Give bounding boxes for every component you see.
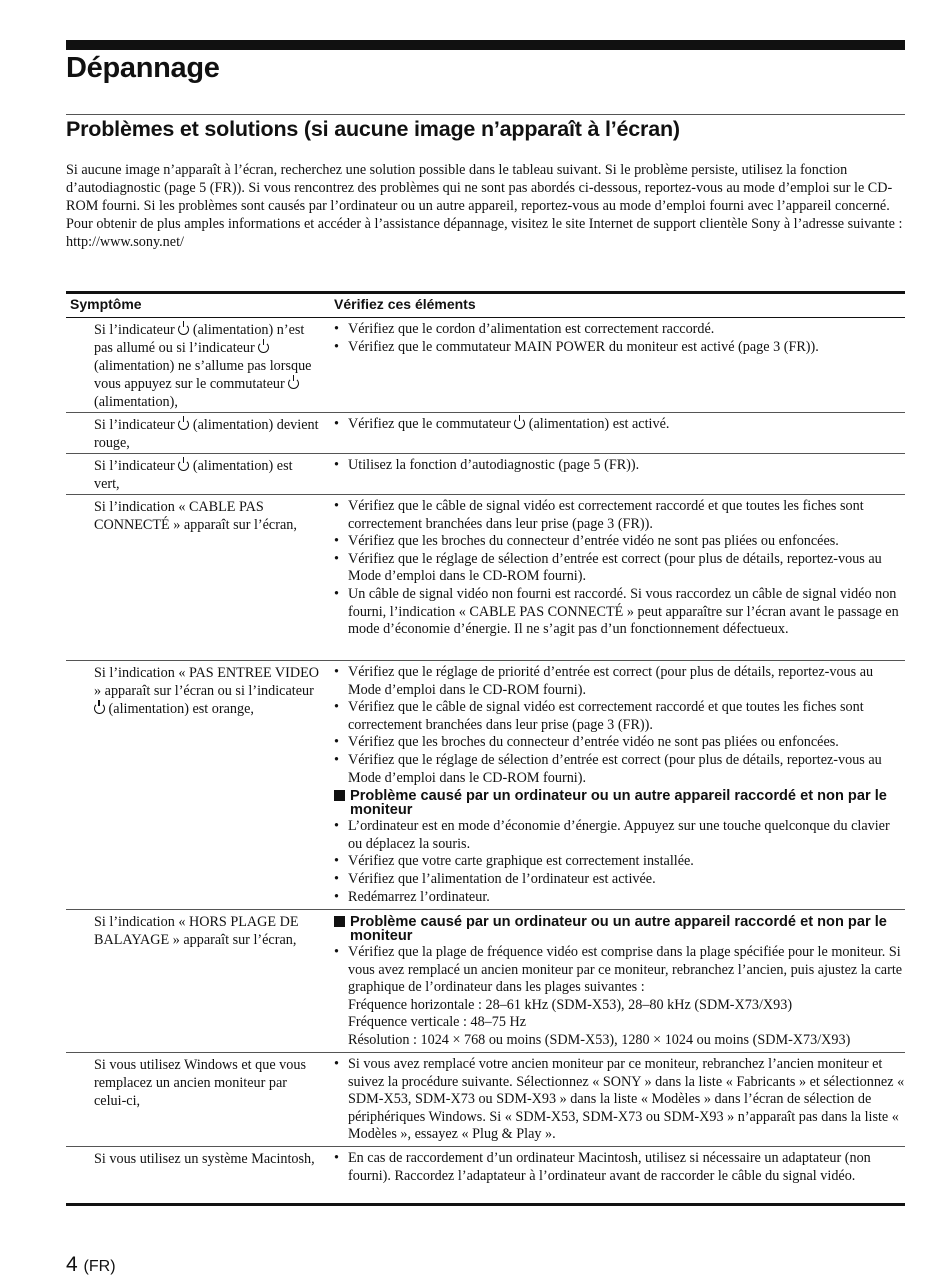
table-row — [66, 454, 905, 495]
intro-text — [66, 161, 905, 251]
check-item: • Vérifiez que le câble de signal vidéo est correctement raccordé et que toutes les fiches sont correctement branchées dans leur prise (page 3 (FR)). — [334, 498, 905, 533]
check-item: • Un câble de signal vidéo non fourni est raccordé. Si vous raccordez un câble de signal vidéo non fourni, l’indication « CABLE PAS CONNECTÉ » peut apparaître sur l’écran avant le passage en mode d’économie d’énergie. Il ne s’agit pas d’un fonctionnement défectueux. — [334, 586, 905, 639]
check-cell — [334, 318, 905, 356]
check-item: • Vérifiez que le réglage de priorité d’entrée est correct (pour plus de détails, reportez-vous au Mode d’emploi dans le CD-ROM fourni). — [334, 664, 905, 699]
symptom-cell: Si l’indicateur (alimentation) est vert, — [94, 458, 293, 492]
power-icon — [514, 418, 525, 429]
intro-paragraph: Si aucune image n’apparaît à l’écran, recherchez une solution possible dans le tableau suivant. Si le problème persiste, utilisez la fonction d’autodiagnostic (page 5 (FR)). Si vous rencontrez des problèmes qui ne sont pas abordés ci-dessous, reportez-vous au mode d’emploi sur le CD-ROM fourni. Si les problèmes sont causés par l’ordinateur ou un autre appareil, reportez-vous au mode d’emploi fourni avec l’appareil concerné. — [66, 162, 893, 214]
intro-paragraph: Pour obtenir de plus amples informations et accéder à l’assistance dépannage, visitez le site Internet de support clientèle Sony à l’adresse suivante : http://www.sony.net/ — [66, 216, 903, 250]
table-row — [66, 910, 905, 1053]
check-cell — [334, 1147, 905, 1185]
check-item: • L’ordinateur est en mode d’économie d’énergie. Appuyez sur une touche quelconque du clavier ou déplacez la souris. — [334, 818, 905, 853]
check-item: • Vérifiez que le réglage de sélection d’entrée est correct (pour plus de détails, reportez-vous au Mode d’emploi dans le CD-ROM fourni). — [334, 752, 905, 787]
check-cell — [334, 454, 905, 475]
check-item: • Redémarrez l’ordinateur. — [334, 889, 905, 907]
check-item: • Utilisez la fonction d’autodiagnostic (page 5 (FR)). — [334, 457, 905, 475]
check-item: • Si vous avez remplacé votre ancien moniteur par ce moniteur, rebranchez l’ancien moniteur et suivez la procédure suivante. Sélectionnez « SONY » dans la liste « Fabricants » et sélectionnez « SDM-X53, SDM-X73 ou SDM-X93 » dans la liste « Modèles » dans l’écran de sélection de périphériques Windows. Si « SDM-X53, SDM-X73 ou SDM-X93 » n’apparaît pas dans la liste « Modèles », essayez « Plug & Play ». — [334, 1056, 905, 1144]
check-item: • Vérifiez que le réglage de sélection d’entrée est correct (pour plus de détails, reportez-vous au Mode d’emploi dans le CD-ROM fourni). — [334, 551, 905, 586]
power-icon — [178, 419, 189, 430]
power-icon — [258, 342, 269, 353]
power-icon — [94, 703, 105, 714]
table-row — [66, 1053, 905, 1147]
column-header-check: Vérifiez ces éléments — [334, 296, 476, 312]
square-bullet-icon — [334, 916, 345, 927]
symptom-cell: Si vous utilisez un système Macintosh, — [94, 1151, 315, 1167]
check-item: • Vérifiez que les broches du connecteur d’entrée vidéo ne sont pas pliées ou enfoncées. — [334, 533, 905, 551]
check-item: • Vérifiez que le câble de signal vidéo est correctement raccordé et que toutes les fiches sont correctement branchées dans leur prise (page 3 (FR)). — [334, 699, 905, 734]
check-item: • Vérifiez que l’alimentation de l’ordinateur est activée. — [334, 871, 905, 889]
symptom-cell: Si l’indication « PAS ENTREE VIDEO » apparaît sur l’écran ou si l’indicateur (alimentation) est orange, — [94, 665, 320, 717]
symptom-cell: Si l’indicateur (alimentation) devient rouge, — [94, 417, 319, 451]
table-bottom-rule — [66, 1203, 905, 1206]
table-row — [66, 661, 905, 910]
power-icon — [178, 324, 189, 335]
title-bar-rule — [66, 40, 905, 50]
table-header — [66, 294, 905, 318]
section-rule — [66, 114, 905, 115]
check-item: • Vérifiez que la plage de fréquence vidéo est comprise dans la plage spécifiée pour le moniteur. Si vous avez remplacé un ancien moniteur par ce moniteur, rebranchez l’ancien, puis ajustez la carte graphique de l’ordinateur dans les plages suivantes : Fréquence horizontale : 28–61 kHz (SDM-X53), 28–80 kHz (SDM-X73/X93) Fréquence verticale : 48–75 Hz Résolution : 1024 × 768 ou moins (SDM-X53), 1280 × 1024 ou moins (SDM-X73/X93) — [334, 944, 905, 1050]
table-row — [66, 318, 905, 413]
check-item: • Vérifiez que le commutateur (alimentation) est activé. — [334, 416, 905, 434]
check-cell — [334, 413, 905, 434]
symptom-cell: Si l’indication « CABLE PAS CONNECTÉ » apparaît sur l’écran, — [94, 499, 297, 533]
check-item: • Vérifiez que votre carte graphique est correctement installée. — [334, 853, 905, 871]
check-cell — [334, 910, 905, 1050]
square-bullet-icon — [334, 790, 345, 801]
check-item: • Vérifiez que le commutateur MAIN POWER du moniteur est activé (page 3 (FR)). — [334, 339, 905, 357]
check-item: • Vérifiez que les broches du connecteur d’entrée vidéo ne sont pas pliées ou enfoncées. — [334, 734, 905, 752]
section-title: Problèmes et solutions (si aucune image n’apparaît à l’écran) — [66, 117, 680, 141]
spec-line: Fréquence horizontale : 28–61 kHz (SDM-X53), 28–80 kHz (SDM-X73/X93) — [348, 996, 793, 1013]
power-icon — [178, 460, 189, 471]
check-cell — [334, 495, 905, 639]
check-cell — [334, 661, 905, 906]
check-cell — [334, 1053, 905, 1144]
table-row — [66, 495, 905, 661]
page-title: Dépannage — [66, 52, 220, 84]
table-row — [66, 413, 905, 454]
subheading: Problème causé par un ordinateur ou un autre appareil raccordé et non par le moniteur — [334, 913, 905, 944]
check-item: • Vérifiez que le cordon d’alimentation est correctement raccordé. — [334, 321, 905, 339]
symptom-cell: Si l’indicateur (alimentation) n’est pas allumé ou si l’indicateur (alimentation) ne s’allume pas lorsque vous appuyez sur le commutateur (alimentation), — [94, 322, 312, 410]
subheading: Problème causé par un ordinateur ou un autre appareil raccordé et non par le moniteur — [334, 787, 905, 818]
column-header-symptom: Symptôme — [70, 296, 142, 312]
page-number: 4 (FR) — [66, 1253, 116, 1276]
check-item: • En cas de raccordement d’un ordinateur Macintosh, utilisez si nécessaire un adaptateur (non fourni). Raccordez l’adaptateur à l’ordinateur avant de raccorder le câble du signal vidéo. — [334, 1150, 905, 1185]
troubleshooting-table — [66, 291, 905, 1207]
table-row — [66, 1147, 905, 1207]
symptom-cell: Si vous utilisez Windows et que vous remplacez un ancien moniteur par celui-ci, — [94, 1057, 306, 1109]
spec-line: Fréquence verticale : 48–75 Hz — [348, 1014, 527, 1031]
symptom-cell: Si l’indication « HORS PLAGE DE BALAYAGE » apparaît sur l’écran, — [94, 914, 299, 948]
power-icon — [288, 378, 299, 389]
spec-line: Résolution : 1024 × 768 ou moins (SDM-X53), 1280 × 1024 ou moins (SDM-X73/X93) — [348, 1031, 851, 1048]
